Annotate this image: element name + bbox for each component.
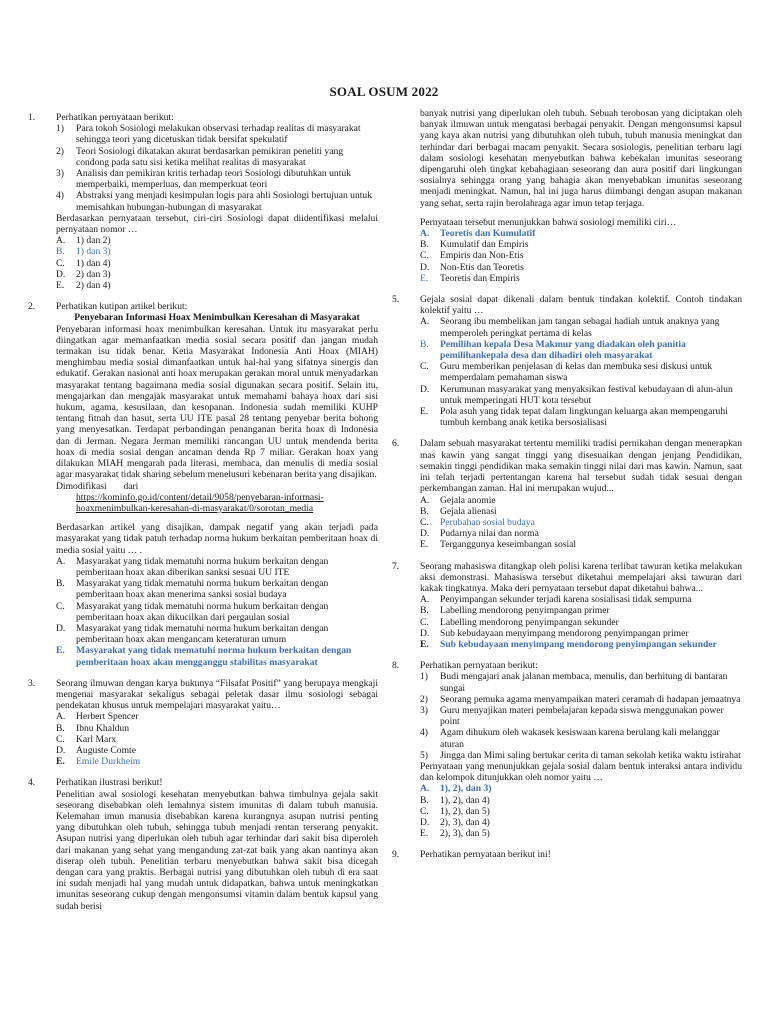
question-number: 7. xyxy=(392,560,400,572)
option-a: A. Penyimpangan sekunder terjadi karena sosialisasi tidak sempurna xyxy=(420,594,692,606)
option-a: A. Herbert Spencer xyxy=(56,711,139,723)
option-b-answer: B. Pemilihan kepala Desa Makmur yang diadakan oleh panitia pemilihankepala desa dan dihadiri oleh masyarakat xyxy=(420,338,686,362)
option-c: C. Empiris dan Non-Etis xyxy=(420,250,524,262)
question-number: 6. xyxy=(392,438,400,450)
question-3 xyxy=(28,678,378,768)
question-4-continued xyxy=(392,108,742,284)
question-6 xyxy=(392,438,742,550)
option-e: E. Terganggunya keseimbangan sosial xyxy=(420,539,577,551)
option-d: D. 2) dan 3) xyxy=(56,268,111,280)
option-d: D. Non-Etis dan Teoretis xyxy=(420,261,524,273)
option-e: E. 2) dan 4) xyxy=(56,280,111,292)
statement-item: 1) Para tokoh Sosiologi melakukan observasi terhadap realitas di masyarakat sehingga teori yang dicetuskan tidak bersifat spekulatif xyxy=(56,123,361,146)
question-stem: Berdasarkan artikel yang disajikan, dampak negatif yang akan terjadi pada masyarakat yang tidak patuh terhadap norma hukum berkaitan pemberitaan hoax di media sosial yaitu … . xyxy=(56,522,378,556)
question-number: 4. xyxy=(28,777,36,789)
option-e-answer: E. Sub kebudayaan menyimpang mendorong penyimpangan sekunder xyxy=(420,638,717,650)
question-4 xyxy=(28,777,378,911)
source-link-wrap xyxy=(56,492,378,514)
option-c: C. 1) dan 4) xyxy=(56,257,111,269)
option-c-answer: C. Perubahan sosial budaya xyxy=(420,516,535,528)
question-number: 1. xyxy=(28,112,36,123)
question-intro: Perhatikan ilustrasi berikut! xyxy=(56,777,163,789)
question-intro: Perhatikan pernyataan berikut ini! xyxy=(420,849,551,861)
question-number: 5. xyxy=(392,294,400,306)
question-stem: Seorang mahasiswa ditangkap oleh polisi karena terlibat tawuran ketika melakukan aksi demonstrasi. Mahasiswa tersebut diketahui mempelajari aksi tawuran dari kakak tingkatnya. Maka deri pernyataan tersebut dapat diketahui bahwa... xyxy=(420,560,742,594)
question-stem: Pernyataan tersebut menunjukkan bahwa sosiologi memiliki ciri… xyxy=(420,216,677,228)
option-c: C. 1), 2), dan 5) xyxy=(420,805,490,817)
source-link[interactable]: https://kominfo.go.id/content/detail/9058/penyebaran-informasi-hoaxmenimbulkan-keresahan-di-masyarakat/0/sorotan_media xyxy=(76,491,324,514)
question-number: 2. xyxy=(28,301,36,313)
option-c: C. Labelling mendorong penyimpangan sekunder xyxy=(420,616,619,628)
statement-item: 2) Seorang pemuka agama menyampaikan materi ceramah di hadapan jemaatnya xyxy=(420,693,741,705)
option-a: A. Masyarakat yang tidak mematuhi norma hukum berkaitan dengan pemberitaan hoax akan diberikan sanksi sesuai UU ITE xyxy=(56,555,329,578)
question-7 xyxy=(392,561,742,651)
option-e-answer: E. Masyarakat yang tidak mematuhi norma hukum berkaitan dengan pemberitaan hoax akan mengganggu stabilitas masyarakat xyxy=(56,645,352,668)
article-headline: Penyebaran Informasi Hoax Menimbulkan Keresahan di Masyarakat xyxy=(74,312,360,324)
option-a: A. 1) dan 2) xyxy=(56,235,111,247)
question-intro: Perhatikan pernyataan berikut: xyxy=(420,660,538,672)
article-source: Dimodifikasi dari xyxy=(56,480,139,492)
question-stem: Gejala sosial dapat dikenali dalam bentuk tindakan kolektif. Contoh tindakan kolektif yaitu … xyxy=(420,294,742,317)
question-number: 8. xyxy=(392,660,400,672)
option-d: D. Kerumunan masyarakat yang menyaksikan festival kebudayaan di alun-alun untuk memperingati HUT kota tersebut xyxy=(420,383,733,406)
article-body: Penyebaran informasi hoax menimbulkan keresahan. Untuk itu masyarakat perlu diingatkan agar memanfaatkan media sosial secara positif dan jangan mudah termakan isu tidak benar. Ketia Masyarakat Indonesia Anti Hoax (MIAH) menghimbau media sosial dimanfaatkan untuk hal-hal yang sifatnya sinergis dan edukatif. Gerakan nasional anti hoax merupakan gerakan moral untuk menyadarkan masyarakat tentang bagaimana media sosial digunakan secara positif. Selain itu, mengajarkan dan mengajak masyarakat untuk memahami bahaya hoax dari sisi hukum, agama, kesusilaan, dan kesopanan. Indonesia sudah memiliki KUHP tentang fitnah dan hasut, serta UU ITE pasal 28 tentang penyebar berita bohong yang menyesatkan. Terdapat perbandingan penanganan berita hoax di Indonesia dan di Jerman. Negara Jerman memiliki rancangan UU untuk mendenda berita hoax di media sosial dengan ancaman denda Rp 7 miliar. Gerakan hoax yang dilakukan MIAH mengarah pada literasi, membaca, dan menulis di media sosial agar masyarakat tidak sharing sebelum menelusuri kebenaran berita yang disajikan. xyxy=(56,323,378,481)
question-2 xyxy=(28,301,378,668)
question-number: 9. xyxy=(392,849,400,861)
statement-item: 5) Jingga dan Mimi saling bertukar cerita di taman sekolah ketika waktu istirahat xyxy=(420,749,741,761)
statement-item: 4) Agam dihukum oleh wakasek kesiswaan karena berulang kali melanggar aturan xyxy=(420,727,720,750)
question-stem: Berdasarkan pernyataan tersebut, ciri-ciri Sosiologi dapat diidentifikasi melalui pernyataan nomor … xyxy=(56,212,378,236)
illustration-text-part1: Penelitian awal sosiologi kesehatan menyebutkan bahwa timbulnya gejala sakit seseorang disebabkan oleh lemahnya sistem imunitas di dalam tubuh manusia. Kelemahan imun manusia disebabkan karena kurangnya asupan nutrisi penting yang dibutuhkan oleh tubuh, sehingga tubuh menjadi rentan terserang penyakit. Asupan nutrisi yang diperlukan oleh tubuh agar terhindar dari sakit bisa diperoleh dari makanan yang sehat yang mengandung zat-zat baik yang akan nantinya akan diserap oleh tubuh. Penelitian terbaru menyebutkan bahwa sakit bisa dicegah dengan cara yang praktis. Berbagai nutrisi yang dibutuhkan oleh tubuh di era saat ini sudah menjadi hal yang mudah untuk didapatkan, bahwa untuk meningkatkan imunitas seseorang cukup dengan mengonsumsi vitamin dalam bentuk kapsul yang sudah berisi xyxy=(56,788,378,912)
option-b-answer: B. 1) dan 3) xyxy=(56,246,111,258)
option-d: D. 2), 3), dan 4) xyxy=(420,816,490,828)
question-number: 3. xyxy=(28,677,36,689)
statement-item: 3) Guru menyajikan materi pembelajaran kepada siswa menggunakan power point xyxy=(420,704,724,728)
question-stem: Dalam sebuah masyarakat tertentu memiliki tradisi pernikahan dengan menerapkan mas kawin yang sangat tinggi yang disesuaikan dengan jenjang Pendidikan, semakin tinggi pendidikan maka semakin tinggi nilai dari mas kawin. Namun, saat ini telah terjadi pertentangan karena hal tersebut sudah tidak sesuai dengan perkembangan zaman. Hal ini merupakan wujud... xyxy=(420,438,742,495)
option-a-answer: A. 1), 2), dan 3) xyxy=(420,783,492,795)
option-d: D. Pudarnya nilai dan norma xyxy=(420,528,539,540)
option-b: B. Masyarakat yang tidak mematuhi norma hukum berkaitan dengan pemberitaan hoax akan menerima sanksi sosial budaya xyxy=(56,578,329,601)
option-d: D. Sub kebudayaan menyimpang mendorong penyimpangan primer xyxy=(420,627,689,639)
option-e-answer: E. Emile Durkheim xyxy=(56,756,141,768)
statement-item: 1) Budi mengajari anak jalanan membaca, menulis, dan berhitung di bantaran sungai xyxy=(420,671,728,694)
option-d: D. Auguste Comte xyxy=(56,744,136,756)
question-9 xyxy=(392,849,742,860)
option-b: B. 1), 2), dan 4) xyxy=(420,794,490,806)
option-b: B. Labelling mendorong penyimpangan primer xyxy=(420,605,610,617)
option-c: C. Masyarakat yang tidak mematuhi norma hukum berkaitan dengan pemberitaan hoax akan dikucilkan dari pergaulan sosial xyxy=(56,600,329,623)
illustration-text-part2: banyak nutrisi yang diperlukan oleh tubuh. Sebuah terobosan yang diciptakan oleh banyak ilmuwan untuk mengatasi berbagai penyakit. Dengan mengonsumsi kapsul yang kaya akan nutrisi yang dibutuhkan oleh tubuh, tubuh manusia meningkat dan terhindar dari berbagai macam penyakit. Secara sosiologis, penelitian terbaru lagi dalam sosiologi kesehatan menyebutkan bahwa kebekalan imunitas seseorang dipengaruhi oleh tingkat kebahagiaan seseorang dan aura positif dari lingkungan sosialnya sehingga orang yang bahagia akan menyebabkan imunitas seseorang menjadi meningkat. Namun, hal ini juga harus diimbangi dengan asupan makanan yang sehat, serta rajin berolahraga agar imun tetap terjaga. xyxy=(420,108,742,209)
page-title: SOAL OSUM 2022 xyxy=(329,84,439,99)
option-e: E. Teoretis dan Empiris xyxy=(420,272,520,284)
option-e: E. Pola asuh yang tidak tepat dalam lingkungan keluarga akan mempengaruhi tumbuh kembang anak ketika bersosialisasi xyxy=(420,406,728,429)
option-d: D. Masyarakat yang tidak mematuhi norma hukum berkaitan dengan pemberitaan hoax akan mengancam keteraturan umum xyxy=(56,622,329,646)
option-a: A. Seorang ibu membelikan jam tangan sebagai hadiah untuk anaknya yang memperoleh peringkat pertama di kelas xyxy=(420,316,720,339)
option-b: B. Ibnu Khaldun xyxy=(56,722,130,734)
option-b: B. Gejala alienasi xyxy=(420,505,497,517)
question-5 xyxy=(392,294,742,428)
question-stem: Pernyataan yang menunjukkan gejala sosial dalam bentuk interaksi antara individu dan kelompok ditunjukkan oleh nomor yaitu … xyxy=(420,760,742,784)
statement-item: 4) Abstraksi yang menjadi kesimpulan logis para ahli Sosiologi bertujuan untuk memisahkan hubungan-hubungan di masyarakat xyxy=(56,190,373,213)
question-stem: Seorang ilmuwan dengan karya bukunya “Filsafat Positif” yang berupaya mengkaji mengenai masyarakat sekaligus sebagai peletak dasar ilmu sosiologi sebagai pendekatan khusus untuk mempelajari masyarakat yaitu… xyxy=(56,677,378,712)
question-1 xyxy=(28,112,378,291)
option-b: B. Kumulatif dan Empiris xyxy=(420,239,529,251)
left-column xyxy=(28,112,378,922)
option-a-answer: A. Teoretis dan Kumulatif xyxy=(420,228,536,240)
question-intro: Perhatikan pernyataan berikut: xyxy=(56,112,174,123)
option-c: C. Karl Marx xyxy=(56,733,117,745)
option-a: A. Gejala anomie xyxy=(420,494,496,506)
statement-item: 3) Analisis dan pemikiran kritis terhadap teori Sosiologi dibutuhkan untuk memperbaiki, memperluas, dan memperkuat teori xyxy=(56,168,351,191)
option-e: E. 2), 3), dan 5) xyxy=(420,828,490,840)
option-c: C. Guru memberikan penjelasan di kelas dan membuka sesi diskusi untuk memperdalam pemahaman siswa xyxy=(420,361,713,384)
question-intro: Perhatikan kutipan artikel berikut: xyxy=(56,301,188,313)
statement-item: 2) Teori Sosiologi dikatakan akurat berdasarkan pemikiran peneliti yang condong pada satu sisi ketika melihat realitas di masyarakat xyxy=(56,145,344,168)
question-8 xyxy=(392,660,742,839)
right-column xyxy=(392,108,742,871)
